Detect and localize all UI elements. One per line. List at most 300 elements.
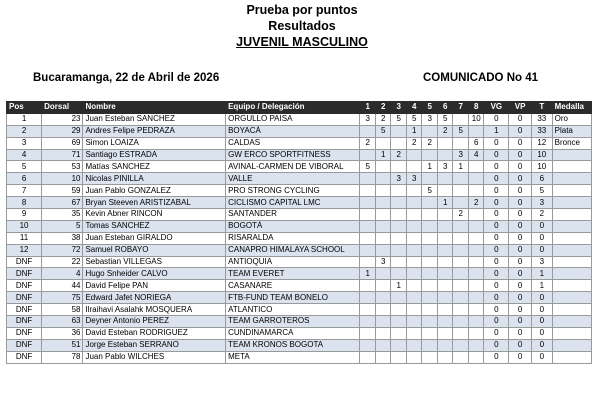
dorsal-cell: 67 (42, 197, 83, 209)
sprint-score-cell (453, 327, 469, 339)
sprint-score-cell (468, 256, 484, 268)
sprint-score-cell (375, 137, 391, 149)
sprint-score-cell (453, 137, 469, 149)
medal-cell (552, 149, 591, 161)
team-cell: BOYACÁ (226, 125, 360, 137)
sprint-score-cell (360, 185, 376, 197)
position-cell: 11 (7, 232, 42, 244)
total-cell: 0 (531, 339, 552, 351)
vg-cell: 0 (484, 316, 509, 328)
medal-cell (552, 280, 591, 292)
column-header: Medalla (552, 102, 591, 114)
total-cell: 0 (531, 351, 552, 363)
sprint-score-cell (406, 304, 422, 316)
vp-cell: 0 (509, 280, 532, 292)
sprint-score-cell (422, 292, 438, 304)
sprint-score-cell (406, 351, 422, 363)
sprint-score-cell (437, 268, 453, 280)
vg-cell: 0 (484, 197, 509, 209)
sprint-score-cell: 1 (375, 149, 391, 161)
sprint-score-cell (468, 316, 484, 328)
team-cell: BOGOTÁ (226, 220, 360, 232)
sprint-score-cell (437, 149, 453, 161)
medal-cell (552, 220, 591, 232)
column-header: 6 (437, 102, 453, 114)
medal-cell (552, 316, 591, 328)
sprint-score-cell (468, 232, 484, 244)
sprint-score-cell: 5 (406, 113, 422, 125)
sprint-score-cell (360, 280, 376, 292)
column-header: VG (484, 102, 509, 114)
sprint-score-cell (468, 339, 484, 351)
medal-cell (552, 197, 591, 209)
sprint-score-cell (375, 232, 391, 244)
name-cell: Ilraihavi Asalahk MOSQUERA (83, 304, 226, 316)
position-cell: DNF (7, 316, 42, 328)
name-cell: Nicolas PINILLA (83, 173, 226, 185)
vg-cell: 0 (484, 292, 509, 304)
sprint-score-cell: 3 (406, 173, 422, 185)
table-row (7, 149, 592, 161)
sprint-score-cell (406, 244, 422, 256)
sprint-score-cell (360, 304, 376, 316)
vp-cell: 0 (509, 292, 532, 304)
team-cell: TEAM EVERET (226, 268, 360, 280)
team-cell: ATLANTICO (226, 304, 360, 316)
sprint-score-cell (375, 280, 391, 292)
medal-cell (552, 173, 591, 185)
sprint-score-cell (422, 256, 438, 268)
total-cell: 12 (531, 137, 552, 149)
sprint-score-cell (360, 339, 376, 351)
total-cell: 10 (531, 161, 552, 173)
sprint-score-cell (360, 256, 376, 268)
vp-cell: 0 (509, 256, 532, 268)
dorsal-cell: 10 (42, 173, 83, 185)
team-cell: ANTIOQUIA (226, 256, 360, 268)
sprint-score-cell (375, 304, 391, 316)
column-header: 4 (406, 102, 422, 114)
sprint-score-cell (422, 316, 438, 328)
sprint-score-cell (360, 232, 376, 244)
position-cell: DNF (7, 304, 42, 316)
sprint-score-cell: 4 (468, 149, 484, 161)
vg-cell: 0 (484, 209, 509, 221)
sprint-score-cell (468, 268, 484, 280)
position-cell: DNF (7, 268, 42, 280)
sprint-score-cell (468, 327, 484, 339)
sprint-score-cell (391, 161, 407, 173)
table-row (7, 244, 592, 256)
sprint-score-cell (468, 173, 484, 185)
dorsal-cell: 75 (42, 292, 83, 304)
sprint-score-cell: 2 (391, 149, 407, 161)
dorsal-cell: 23 (42, 113, 83, 125)
dorsal-cell: 38 (42, 232, 83, 244)
vg-cell: 0 (484, 351, 509, 363)
sprint-score-cell (391, 125, 407, 137)
team-cell: CUNDINAMARCA (226, 327, 360, 339)
vp-cell: 0 (509, 173, 532, 185)
sprint-score-cell (406, 316, 422, 328)
table-header-row (7, 102, 592, 114)
vp-cell: 0 (509, 327, 532, 339)
total-cell: 0 (531, 232, 552, 244)
total-cell: 0 (531, 292, 552, 304)
name-cell: Deyner Antonio PEREZ (83, 316, 226, 328)
vg-cell: 0 (484, 185, 509, 197)
sprint-score-cell (375, 161, 391, 173)
table-row (7, 197, 592, 209)
column-header: 7 (453, 102, 469, 114)
table-row (7, 256, 592, 268)
sprint-score-cell (468, 185, 484, 197)
sprint-score-cell (406, 292, 422, 304)
column-header: 8 (468, 102, 484, 114)
sprint-score-cell (422, 339, 438, 351)
position-cell: DNF (7, 351, 42, 363)
name-cell: Tomas SANCHEZ (83, 220, 226, 232)
sprint-score-cell (406, 185, 422, 197)
medal-cell (552, 268, 591, 280)
column-header: VP (509, 102, 532, 114)
medal-cell: Bronce (552, 137, 591, 149)
sprint-score-cell (360, 351, 376, 363)
sprint-score-cell (422, 209, 438, 221)
vp-cell: 0 (509, 185, 532, 197)
table-row (7, 209, 592, 221)
sprint-score-cell (360, 244, 376, 256)
table-row (7, 220, 592, 232)
vg-cell: 0 (484, 113, 509, 125)
sprint-score-cell (375, 292, 391, 304)
vp-cell: 0 (509, 339, 532, 351)
sprint-score-cell (437, 232, 453, 244)
sprint-score-cell (360, 209, 376, 221)
total-cell: 1 (531, 268, 552, 280)
position-cell: 5 (7, 161, 42, 173)
name-cell: Juan Esteban SANCHEZ (83, 113, 226, 125)
position-cell: 9 (7, 209, 42, 221)
sprint-score-cell: 5 (375, 125, 391, 137)
sprint-score-cell (375, 197, 391, 209)
sprint-score-cell (422, 232, 438, 244)
name-cell: Santiago ESTRADA (83, 149, 226, 161)
sprint-score-cell (422, 149, 438, 161)
sprint-score-cell (453, 232, 469, 244)
sprint-score-cell (453, 339, 469, 351)
sprint-score-cell (375, 173, 391, 185)
sprint-score-cell (437, 339, 453, 351)
sprint-score-cell (391, 220, 407, 232)
table-row (7, 185, 592, 197)
dorsal-cell: 22 (42, 256, 83, 268)
medal-cell (552, 256, 591, 268)
sprint-score-cell (453, 256, 469, 268)
vg-cell: 0 (484, 327, 509, 339)
sprint-score-cell (360, 197, 376, 209)
sprint-score-cell (468, 351, 484, 363)
sprint-score-cell (437, 137, 453, 149)
sprint-score-cell (360, 327, 376, 339)
sprint-score-cell (422, 197, 438, 209)
dorsal-cell: 59 (42, 185, 83, 197)
sprint-score-cell: 6 (468, 137, 484, 149)
vp-cell: 0 (509, 197, 532, 209)
vg-cell: 0 (484, 244, 509, 256)
sprint-score-cell (468, 304, 484, 316)
medal-cell (552, 292, 591, 304)
sprint-score-cell: 2 (437, 125, 453, 137)
sprint-score-cell (375, 220, 391, 232)
sprint-score-cell (468, 220, 484, 232)
sprint-score-cell: 5 (453, 125, 469, 137)
vp-cell: 0 (509, 220, 532, 232)
dorsal-cell: 78 (42, 351, 83, 363)
sprint-score-cell (422, 220, 438, 232)
sprint-score-cell (360, 125, 376, 137)
sprint-score-cell: 5 (437, 113, 453, 125)
sprint-score-cell (391, 256, 407, 268)
total-cell: 5 (531, 185, 552, 197)
name-cell: Sebastian VILLEGAS (83, 256, 226, 268)
name-cell: Hugo Snheider CALVO (83, 268, 226, 280)
sprint-score-cell (391, 292, 407, 304)
sprint-score-cell: 3 (360, 113, 376, 125)
position-cell: 3 (7, 137, 42, 149)
column-header: Dorsal (42, 102, 83, 114)
team-cell: GW ERCO SPORTFITNESS (226, 149, 360, 161)
team-cell: CICLISMO CAPITAL LMC (226, 197, 360, 209)
vp-cell: 0 (509, 316, 532, 328)
total-cell: 6 (531, 173, 552, 185)
sprint-score-cell (437, 304, 453, 316)
name-cell: Samuel ROBAYO (83, 244, 226, 256)
sprint-score-cell (437, 256, 453, 268)
sprint-score-cell (406, 161, 422, 173)
table-row (7, 232, 592, 244)
sprint-score-cell: 5 (422, 185, 438, 197)
column-header: Pos (7, 102, 42, 114)
vp-cell: 0 (509, 113, 532, 125)
total-cell: 3 (531, 256, 552, 268)
document-subtitle: Resultados (268, 19, 336, 33)
sprint-score-cell (406, 327, 422, 339)
vg-cell: 0 (484, 161, 509, 173)
sprint-score-cell: 2 (453, 209, 469, 221)
sprint-score-cell (360, 149, 376, 161)
table-row (7, 316, 592, 328)
position-cell: DNF (7, 292, 42, 304)
sprint-score-cell (422, 173, 438, 185)
sprint-score-cell (453, 197, 469, 209)
sprint-score-cell: 3 (437, 161, 453, 173)
team-cell: ORGULLO PAISA (226, 113, 360, 125)
name-cell: Simon LOAIZA (83, 137, 226, 149)
dorsal-cell: 69 (42, 137, 83, 149)
column-header: 3 (391, 102, 407, 114)
medal-cell (552, 339, 591, 351)
sprint-score-cell (468, 280, 484, 292)
table-row (7, 304, 592, 316)
column-header: 2 (375, 102, 391, 114)
medal-cell: Oro (552, 113, 591, 125)
dorsal-cell: 51 (42, 339, 83, 351)
name-cell: Juan Pablo WILCHES (83, 351, 226, 363)
sprint-score-cell (406, 220, 422, 232)
position-cell: 2 (7, 125, 42, 137)
sprint-score-cell (375, 327, 391, 339)
sprint-score-cell (391, 268, 407, 280)
place-date: Bucaramanga, 22 de Abril de 2026 (33, 72, 220, 84)
sprint-score-cell (437, 316, 453, 328)
sprint-score-cell (375, 268, 391, 280)
sprint-score-cell (406, 232, 422, 244)
sprint-score-cell: 2 (375, 113, 391, 125)
sprint-score-cell (437, 351, 453, 363)
total-cell: 2 (531, 209, 552, 221)
position-cell: DNF (7, 256, 42, 268)
total-cell: 33 (531, 125, 552, 137)
name-cell: David Felipe PAN (83, 280, 226, 292)
vg-cell: 0 (484, 149, 509, 161)
team-cell: AVINAL-CARMEN DE VIBORAL (226, 161, 360, 173)
sprint-score-cell (375, 209, 391, 221)
table-row (7, 173, 592, 185)
sprint-score-cell (360, 292, 376, 304)
sprint-score-cell (422, 327, 438, 339)
sprint-score-cell (453, 351, 469, 363)
table-row (7, 161, 592, 173)
team-cell: CANAPRO HIMALAYA SCHOOL (226, 244, 360, 256)
total-cell: 33 (531, 113, 552, 125)
position-cell: 10 (7, 220, 42, 232)
sprint-score-cell (391, 185, 407, 197)
sprint-score-cell (453, 268, 469, 280)
team-cell: VALLE (226, 173, 360, 185)
sprint-score-cell (437, 209, 453, 221)
dorsal-cell: 44 (42, 280, 83, 292)
table-row (7, 137, 592, 149)
sprint-score-cell: 3 (375, 256, 391, 268)
results-table (6, 101, 592, 364)
sprint-score-cell (391, 209, 407, 221)
team-cell: TEAM GARROTEROS (226, 316, 360, 328)
sprint-score-cell (453, 316, 469, 328)
dorsal-cell: 72 (42, 244, 83, 256)
total-cell: 3 (531, 197, 552, 209)
position-cell: 8 (7, 197, 42, 209)
dorsal-cell: 71 (42, 149, 83, 161)
dorsal-cell: 36 (42, 327, 83, 339)
category-title: JUVENIL MASCULINO (236, 35, 368, 49)
sprint-score-cell (422, 268, 438, 280)
dorsal-cell: 29 (42, 125, 83, 137)
sprint-score-cell (453, 173, 469, 185)
vp-cell: 0 (509, 232, 532, 244)
sprint-score-cell (453, 244, 469, 256)
vg-cell: 0 (484, 137, 509, 149)
total-cell: 0 (531, 304, 552, 316)
sprint-score-cell (422, 351, 438, 363)
sprint-score-cell (406, 197, 422, 209)
table-row (7, 327, 592, 339)
document-title: Prueba por puntos (246, 3, 358, 17)
sprint-score-cell (437, 280, 453, 292)
vp-cell: 0 (509, 161, 532, 173)
table-row (7, 113, 592, 125)
communique-number: COMUNICADO No 41 (423, 72, 539, 84)
dorsal-cell: 63 (42, 316, 83, 328)
vp-cell: 0 (509, 268, 532, 280)
sprint-score-cell (468, 161, 484, 173)
sprint-score-cell (437, 327, 453, 339)
sprint-score-cell (406, 149, 422, 161)
total-cell: 0 (531, 244, 552, 256)
dorsal-cell: 53 (42, 161, 83, 173)
table-row (7, 125, 592, 137)
table-row (7, 351, 592, 363)
vp-cell: 0 (509, 209, 532, 221)
sprint-score-cell (375, 339, 391, 351)
sprint-score-cell (422, 304, 438, 316)
sprint-score-cell: 1 (391, 280, 407, 292)
column-header: T (531, 102, 552, 114)
name-cell: Andres Felipe PEDRAZA (83, 125, 226, 137)
sprint-score-cell (391, 351, 407, 363)
name-cell: Bryan Steeven ARISTIZABAL (83, 197, 226, 209)
sprint-score-cell (360, 316, 376, 328)
vg-cell: 0 (484, 232, 509, 244)
sprint-score-cell: 2 (360, 137, 376, 149)
dorsal-cell: 58 (42, 304, 83, 316)
medal-cell (552, 304, 591, 316)
total-cell: 0 (531, 316, 552, 328)
table-row (7, 339, 592, 351)
sprint-score-cell: 1 (453, 161, 469, 173)
sprint-score-cell (391, 327, 407, 339)
sprint-score-cell (406, 209, 422, 221)
vp-cell: 0 (509, 351, 532, 363)
medal-cell (552, 232, 591, 244)
sprint-score-cell (437, 220, 453, 232)
sprint-score-cell (360, 173, 376, 185)
column-header: 1 (360, 102, 376, 114)
sprint-score-cell (391, 304, 407, 316)
position-cell: DNF (7, 327, 42, 339)
sprint-score-cell: 1 (422, 161, 438, 173)
team-cell: SANTANDER (226, 209, 360, 221)
position-cell: 7 (7, 185, 42, 197)
sprint-score-cell (391, 137, 407, 149)
position-cell: 12 (7, 244, 42, 256)
sprint-score-cell: 1 (437, 197, 453, 209)
sprint-score-cell: 3 (453, 149, 469, 161)
name-cell: Kevin Abner RINCON (83, 209, 226, 221)
medal-cell (552, 209, 591, 221)
position-cell: 6 (7, 173, 42, 185)
dorsal-cell: 4 (42, 268, 83, 280)
sprint-score-cell (468, 244, 484, 256)
sprint-score-cell: 10 (468, 113, 484, 125)
table-row (7, 292, 592, 304)
name-cell: David Esteban RODRIGUEZ (83, 327, 226, 339)
sprint-score-cell: 5 (360, 161, 376, 173)
sprint-score-cell (391, 244, 407, 256)
vp-cell: 0 (509, 244, 532, 256)
medal-cell: Plata (552, 125, 591, 137)
team-cell: TEAM KRONOS BOGOTA (226, 339, 360, 351)
